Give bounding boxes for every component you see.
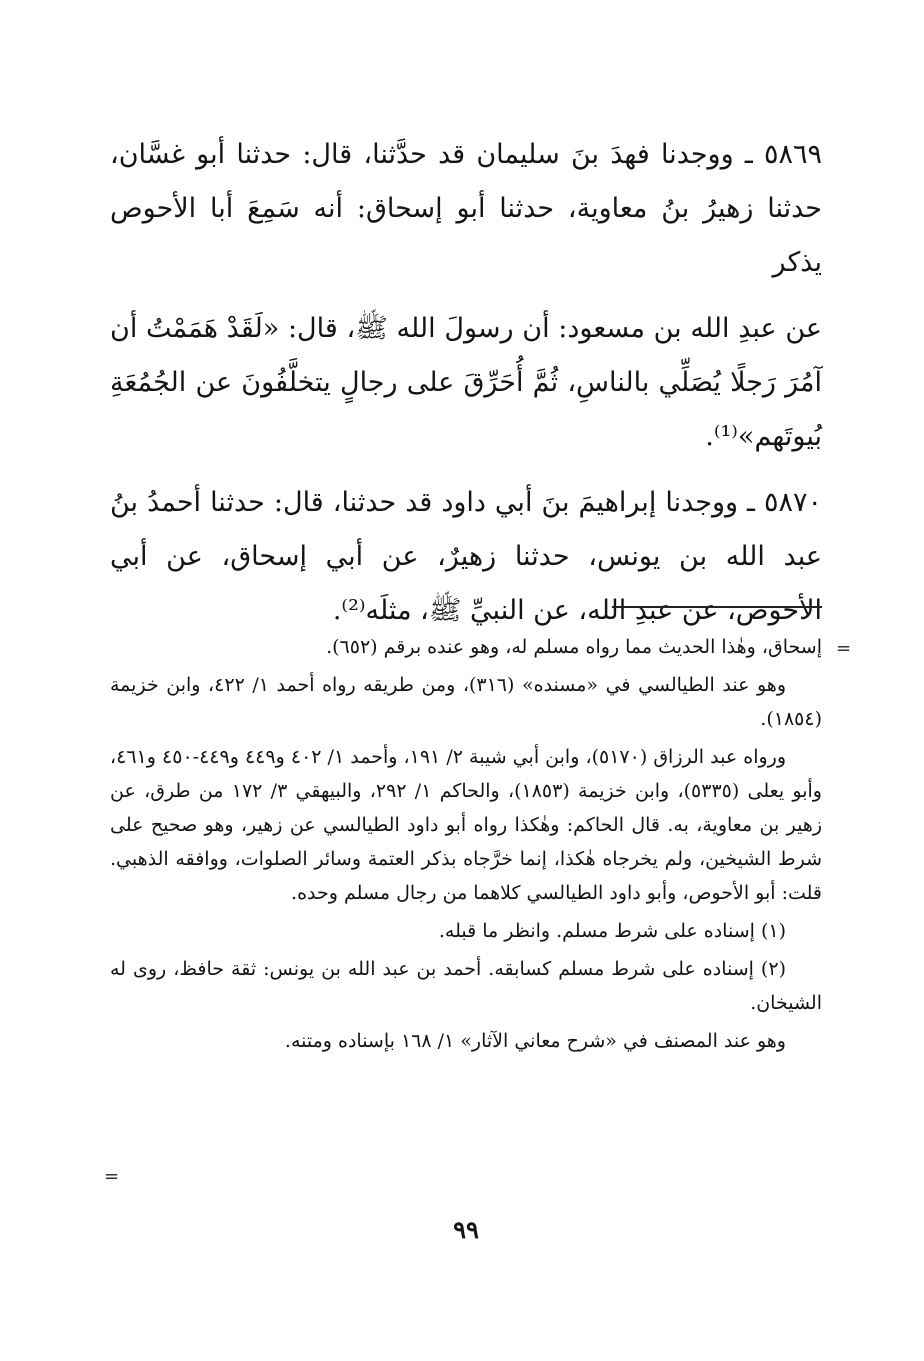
footnote-1: (١) إسناده على شرط مسلم. وانظر ما قبله. (438, 920, 786, 942)
hadith-5869-text: عن عبدِ الله بن مسعود: أن رسولَ الله ﷺ، قال: «لَقَدْ هَمَمْتُ أن آمُرَ رَجلًا يُصَلِّي بالناسِ، ثُمَّ أُحَرِّقَ على رجالٍ يتخلَّفُونَ عن الجُمُعَةِ بُيوتَهم»⁽¹⁾. (110, 313, 822, 452)
footnote-text: وهو عند المصنف في «شرح معاني الآثار» ١/ ١٦٨ بإسناده ومتنه. (284, 1030, 786, 1052)
footnote-separator (612, 606, 822, 608)
footnote-continuation: إسحاق، وهٰذا الحديث مما رواه مسلم له، وهو عنده برقم (٦٥٢). (326, 636, 822, 658)
footnote-text: وهو عند الطيالسي في «مسنده» (٣١٦)، ومن طريقه رواه أحمد ١/ ٤٢٢، وابن خزيمة (١٨٥٤). (110, 674, 822, 730)
hadith-5869-intro: ٥٨٦٩ ـ ووجدنا فهدَ بنَ سليمان قد حدَّثنا، قال: حدثنا أبو غسَّان، حدثنا زهيرُ بنُ معاوية، حدثنا أبو إسحاق: أنه سَمِعَ أبا الأحوص يذكر (110, 139, 822, 278)
main-text (110, 128, 822, 650)
continuation-mark-end: = (104, 1166, 120, 1187)
footnote-2: (٢) إسناده على شرط مسلم كسابقه. أحمد بن عبد الله بن يونس: ثقة حافظ، روى له الشيخان. (110, 958, 822, 1014)
hadith-5870: ٥٨٧٠ ـ ووجدنا إبراهيمَ بنَ أبي داود قد حدثنا، قال: حدثنا أحمدُ بنُ عبد الله بن يونس، حدثنا زهيرٌ، عن أبي إسحاق، عن أبي الأحوص، عن عبدِ الله، عن النبيِّ ﷺ، مثلَه⁽²⁾. (110, 487, 822, 626)
page-number: ٩٩ (453, 1215, 479, 1244)
footnotes (110, 630, 822, 1062)
book-page (110, 0, 822, 1361)
continuation-mark: = (836, 638, 852, 659)
footnote-text: ورواه عبد الرزاق (٥١٧٠)، وابن أبي شيبة ٢/ ١٩١، وأحمد ١/ ٤٠٢ و٤٤٩ و٤٤٩-٤٥٠ و٤٦١، وأبو يعلى (٥٣٣٥)، وابن خزيمة (١٨٥٣)، والحاكم ١/ ٢٩٢، والبيهقي ٣/ ١٧٢ من طرق، عن زهير بن معاوية، به. قال الحاكم: وهٰكذا رواه أبو داود الطيالسي عن زهير، وهو صحيح على شرط الشيخين، ولم يخرجاه هٰكذا، إنما خرَّجاه بذكر العتمة وسائر الصلوات، ووافقه الذهبي. قلت: أبو الأحوص، وأبو داود الطيالسي كلاهما من رجال مسلم وحده. (110, 746, 822, 904)
